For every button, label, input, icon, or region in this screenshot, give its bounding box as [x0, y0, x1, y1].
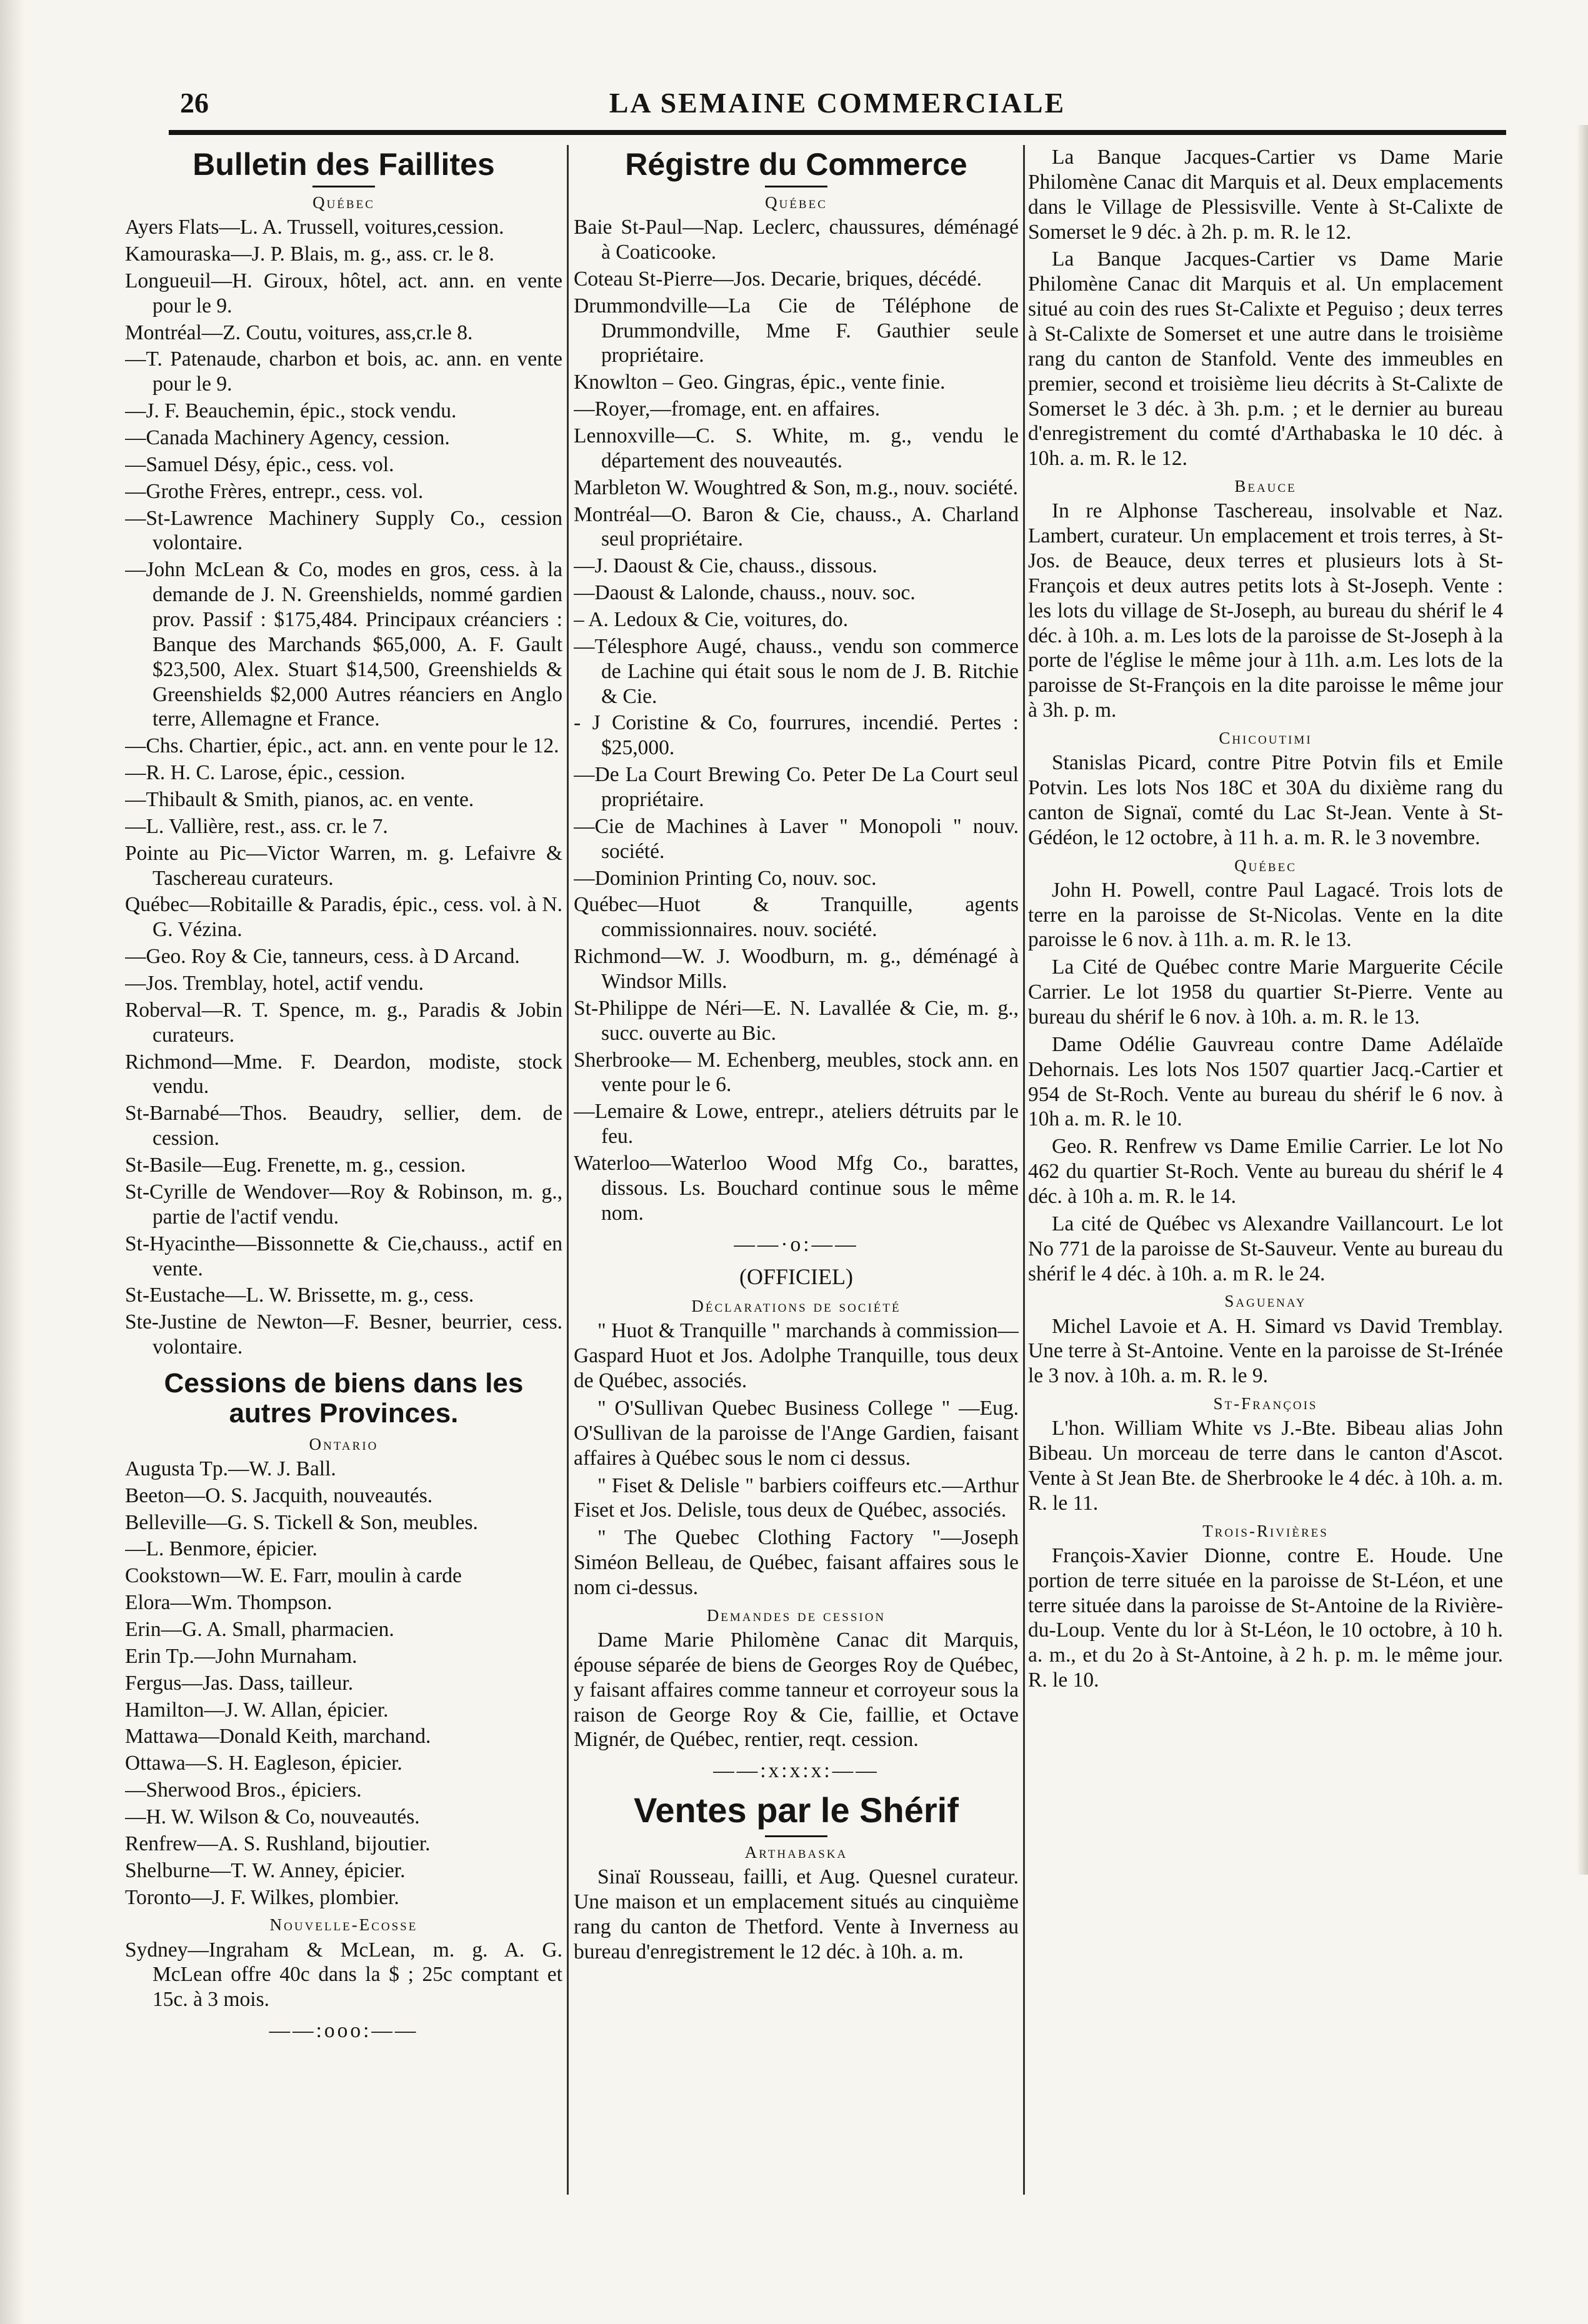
- stfrancois-list: [1028, 1416, 1503, 1515]
- region-label: Chicoutimi: [1219, 729, 1312, 748]
- region-label: Nouvelle-Ecosse: [269, 1915, 418, 1935]
- registre-entry: - J Coristine & Co, fourrures, incendié. Pertes : $25,000.: [574, 711, 1019, 760]
- column-registre: [574, 145, 1019, 1967]
- cession-entry: Ottawa—S. H. Eagleson, épicier.: [125, 1752, 402, 1775]
- faillite-entry: —Thibault & Smith, pianos, ac. en vente.: [125, 788, 474, 812]
- cession-entry: Shelburne—T. W. Anney, épicier.: [125, 1858, 406, 1882]
- faillite-entry: Richmond—Mme. F. Deardon, modiste, stock vendu.: [125, 1050, 562, 1099]
- quebec-list: [1028, 878, 1503, 1287]
- chicoutimi-list: [1028, 751, 1503, 850]
- cession-entry: Belleville—G. S. Tickell & Son, meubles.: [125, 1510, 478, 1534]
- registre-entry: Knowlton – Geo. Gingras, épic., vente finie.: [574, 371, 946, 394]
- end-mark: ——:ooo:——: [269, 2019, 419, 2043]
- faillite-entry: —John McLean & Co, modes en gros, cess. à la demande de J. N. Greenshields, nommé gardien prov. Passif : $175,484. Principaux créanciers : Banque des Marchands $65,000, A. F. Gault $23,500, Alex. Stuart $14,500, Greenshields & Greenshields $2,000 Autres réanciers en Anglo terre, Allemagne et France.: [125, 558, 562, 731]
- registre-entry: —Royer,—fromage, ent. en affaires.: [574, 397, 881, 421]
- subsection-heading: Demandes de cession: [706, 1605, 886, 1625]
- saguenay-list: [1028, 1314, 1503, 1389]
- cession-entry: —Sherwood Bros., épiciers.: [125, 1778, 362, 1802]
- registre-entry: St-Philippe de Néri—E. N. Lavallée & Cie, m. g., succ. ouverte au Bic.: [574, 996, 1019, 1045]
- faillite-entry: St-Hyacinthe—Bissonnette & Cie,chauss., actif en vente.: [125, 1232, 562, 1280]
- section-heading-ventes: Ventes par le Shérif: [634, 1790, 959, 1830]
- faillite-entry: Ayers Flats—L. A. Trussell, voitures,cession.: [125, 216, 504, 239]
- registre-entry: Sherbrooke— M. Echenberg, meubles, stock ann. en vente pour le 6.: [574, 1048, 1019, 1097]
- cession-entry: Beeton—O. S. Jacquith, nouveautés.: [125, 1484, 433, 1507]
- cession-entry: Erin Tp.—John Murnaham.: [125, 1644, 357, 1668]
- faillite-entry: Ste-Justine de Newton—F. Besner, beurrier, cess. volontaire.: [125, 1310, 562, 1359]
- faillites-list: [125, 215, 562, 1360]
- registre-entry: —Télesphore Augé, chauss., vendu son commerce de Lachine qui était sous le nom de J. B. Ritchie & Cie.: [574, 634, 1019, 708]
- cession-entry: —H. W. Wilson & Co, nouveautés.: [125, 1805, 420, 1829]
- faillite-entry: —L. Vallière, rest., ass. cr. le 7.: [125, 814, 388, 838]
- faillite-entry: —R. H. C. Larose, épic., cession.: [125, 761, 406, 785]
- declaration-paragraph: " Fiset & Delisle " barbiers coiffeurs etc.—Arthur Fiset et Jos. Delisle, tous deux de Québec, associés.: [574, 1474, 1019, 1522]
- region-label: Québec: [312, 193, 375, 212]
- registre-entry: Waterloo—Waterloo Wood Mfg Co., barattes, dissous. Ls. Bouchard continue sous le même nom.: [574, 1152, 1019, 1225]
- cession-entry: —L. Benmore, épicier.: [125, 1537, 317, 1561]
- troisrivieres-list: [1028, 1544, 1503, 1693]
- declaration-paragraph: " O'Sullivan Quebec Business College " —Eug. O'Sullivan de la paroisse de l'Ange Gardien, faisant affaires à Québec sous le nom ci dessus.: [574, 1397, 1019, 1470]
- faillite-entry: —T. Patenaude, charbon et bois, ac. ann. en vente pour le 9.: [125, 347, 562, 396]
- faillite-entry: —Chs. Chartier, épic., act. ann. en vente pour le 12.: [125, 734, 559, 758]
- faillite-entry: St-Eustache—L. W. Brissette, m. g., cess.: [125, 1284, 474, 1307]
- registre-entry: —De La Court Brewing Co. Peter De La Court seul propriétaire.: [574, 763, 1019, 812]
- separator: ——·o:——: [734, 1232, 859, 1256]
- registre-entry: Drummondville—La Cie de Téléphone de Drummondville, Mme F. Gauthier seule propriétaire.: [574, 294, 1019, 367]
- journal-title: LA SEMAINE COMMERCIALE: [609, 87, 1066, 119]
- declaration-paragraph: " The Quebec Clothing Factory "—Joseph Siméon Belleau, de Québec, faisant affaires sous le nom ci-dessus.: [574, 1526, 1019, 1600]
- region-label: Trois-Rivières: [1202, 1521, 1329, 1540]
- vente-paragraph: Dame Odélie Gauvreau contre Dame Adélaïde Dehornais. Les lots Nos 1507 quartier Jacq.-Cartier et 954 de St-Roch. Vente au bureau du shérif le 6 nov. à 10h a. m. R. le 10.: [1028, 1032, 1503, 1131]
- scan-edge-right: [1577, 125, 1588, 1875]
- vente-paragraph: Stanislas Picard, contre Pitre Potvin fils et Emile Potvin. Les lots Nos 18C et 30A du dixième rang du canton de Signaï, comté du Lac St-Jean. Vente à St-Gédéon, le 12 octobre, à 11 h. a. m. R. le 3 novembre.: [1028, 751, 1503, 849]
- faillite-entry: —Samuel Désy, épic., cess. vol.: [125, 452, 394, 476]
- cession-entry: Sydney—Ingraham & McLean, m. g. A. G. McLean offre 40c dans la $ ; 25c comptant et 15c. à 3 mois.: [125, 1938, 562, 2012]
- faillite-entry: Kamouraska—J. P. Blais, m. g., ass. cr. le 8.: [125, 242, 494, 266]
- registre-entry: Lennoxville—C. S. White, m. g., vendu le département des nouveautés.: [574, 424, 1019, 472]
- region-label: Québec: [1234, 855, 1297, 875]
- registre-list: [574, 215, 1019, 1226]
- faillite-entry: —Canada Machinery Agency, cession.: [125, 426, 450, 449]
- registre-entry: Marbleton W. Woughtred & Son, m.g., nouv. société.: [574, 476, 1018, 499]
- cession-entry: Augusta Tp.—W. J. Ball.: [125, 1457, 336, 1480]
- faillite-entry: St-Basile—Eug. Frenette, m. g., cession.: [125, 1154, 466, 1177]
- faillite-entry: St-Cyrille de Wendover—Roy & Robinson, m. g., partie de l'actif vendu.: [125, 1180, 562, 1229]
- vente-paragraph: La Banque Jacques-Cartier vs Dame Marie Philomène Canac dit Marquis et al. Un emplacement situé au coin des rues St-Calixte et Peguiso ; deux terres à St-Calixte de Somerset et une autre dans le troisième rang du canton de Stanfold. Vente des immeubles en premier, second et troisième lieu décrits à St-Calixte de Somerset le 3 déc. à 3h. p.m. ; et le dernier au bureau d'enregistrement du comté d'Arthabaska le 10 déc. à 10h. a. m. R. le 12.: [1028, 247, 1503, 471]
- column-divider: [567, 145, 569, 2195]
- section-heading-registre: Régistre du Commerce: [625, 147, 967, 182]
- ontario-list: [125, 1457, 562, 1910]
- declaration-paragraph: " Huot & Tranquille " marchands à commission—Gaspard Huot et Jos. Adolphe Tranquille, tous deux de Québec, associés.: [574, 1319, 1019, 1393]
- faillite-entry: Québec—Robitaille & Paradis, épic., cess. vol. à N. G. Vézina.: [125, 893, 562, 942]
- faillite-entry: —J. F. Beauchemin, épic., stock vendu.: [125, 399, 457, 423]
- registre-entry: Montréal—O. Baron & Cie, chauss., A. Charland seul propriétaire.: [574, 502, 1019, 551]
- heading-rule: [765, 186, 827, 187]
- ventes-list: [574, 1865, 1019, 1964]
- faillite-entry: —Grothe Frères, entrepr., cess. vol.: [125, 479, 424, 503]
- cession-entry: Cookstown—W. E. Farr, moulin à carde: [125, 1564, 462, 1588]
- cession-entry: Toronto—J. F. Wilkes, plombier.: [125, 1885, 399, 1909]
- registre-entry: Richmond—W. J. Woodburn, m. g., déménagé à Windsor Mills.: [574, 945, 1019, 994]
- registre-entry: —J. Daoust & Cie, chauss., dissous.: [574, 554, 877, 578]
- faillite-entry: Pointe au Pic—Victor Warren, m. g. Lefaivre & Taschereau curateurs.: [125, 841, 562, 890]
- faillite-entry: St-Barnabé—Thos. Beaudry, sellier, dem. de cession.: [125, 1102, 562, 1150]
- heading-rule: [765, 1835, 827, 1837]
- cession-entry: Erin—G. A. Small, pharmacien.: [125, 1618, 394, 1641]
- registre-entry: Coteau St-Pierre—Jos. Decarie, briques, décédé.: [574, 267, 982, 291]
- demande-paragraph: Dame Marie Philomène Canac dit Marquis, épouse séparée de biens de Georges Roy de Québec, y faisant affaires comme tanneur et corroyeur sous la raison de George Roy & Cie, faillie, et Octave Mignér, de Québec, rentier, reqt. cession.: [574, 1628, 1019, 1752]
- vente-paragraph: John H. Powell, contre Paul Lagacé. Trois lots de terre en la paroisse de St-Nicolas. Vente en la dite paroisse le 6 nov. à 11h. a. m. R. le 13.: [1028, 878, 1503, 952]
- subsection-heading: Déclarations de société: [691, 1297, 901, 1316]
- faillite-entry: Roberval—R. T. Spence, m. g., Paradis & Jobin curateurs.: [125, 998, 562, 1047]
- region-label: St-François: [1213, 1394, 1318, 1414]
- column-ventes-suite: [1028, 145, 1503, 1695]
- vente-paragraph: La Cité de Québec contre Marie Marguerite Cécile Carrier. Le lot 1958 du quartier St-Pierre. Vente au bureau du shérif le 6 nov. à 10h. a. m. R. le 13.: [1028, 955, 1503, 1029]
- column-divider: [1023, 145, 1025, 2195]
- section-heading-faillites: Bulletin des Faillites: [192, 147, 495, 182]
- region-label: Québec: [765, 193, 827, 212]
- vente-paragraph: In re Alphonse Taschereau, insolvable et Naz. Lambert, curateur. Un emplacement et trois terres, à St-Jos. de Beauce, deux terres et plusieurs lots à St-François et deux autres petits lots à St-Joseph. Vente : les lots du village de St-Joseph, au bureau du shérif le 4 déc. à 10h. a. m. Les lots de la paroisse de St-Joseph à la porte de l'église le même jour à 11h. a.m. Les lots de la paroisse de St-François en la dite paroisse le même jour à 3h. p. m.: [1028, 499, 1503, 722]
- header-rule: [169, 130, 1506, 135]
- cession-entry: Mattawa—Donald Keith, marchand.: [125, 1725, 431, 1748]
- region-label: Ontario: [309, 1434, 379, 1454]
- faillite-entry: Longueuil—H. Giroux, hôtel, act. ann. en vente pour le 9.: [125, 269, 562, 317]
- vente-paragraph: François-Xavier Dionne, contre E. Houde. Une portion de terre située en la paroisse de St-Léon, et une terre située dans la paroisse de St-Antoine de la Rivière-du-Loup. Vente du lor à St-Léon, le 10 octobre, à 10 h. a. m., et du 2o à St-Antoine, à 2 h. p. m. le même jour. R. le 10.: [1028, 1544, 1503, 1692]
- column-faillites: [125, 145, 562, 2050]
- registre-entry: —Dominion Printing Co, nouv. soc.: [574, 866, 877, 890]
- faillite-entry: —Geo. Roy & Cie, tanneurs, cess. à D Arcand.: [125, 945, 520, 969]
- cession-entry: Hamilton—J. W. Allan, épicier.: [125, 1698, 389, 1722]
- vente-paragraph: La cité de Québec vs Alexandre Vaillancourt. Le lot No 771 de la paroisse de St-Sauveur. Vente au bureau du shérif le 4 déc. à 10h. a. m R. le 24.: [1028, 1212, 1503, 1285]
- arthabaska-continued: [1028, 145, 1503, 471]
- faillite-entry: —Jos. Tremblay, hotel, actif vendu.: [125, 972, 424, 995]
- registre-entry: —Daoust & Lalonde, chauss., nouv. soc.: [574, 581, 916, 605]
- faillite-entry: Montréal—Z. Coutu, voitures, ass,cr.le 8.: [125, 321, 473, 344]
- registre-entry: Baie St-Paul—Nap. Leclerc, chaussures, déménagé à Coaticooke.: [574, 216, 1019, 264]
- section-heading-cessions: Cessions de biens dans les autres Provinces.: [164, 1367, 524, 1429]
- cession-entry: Fergus—Jas. Dass, tailleur.: [125, 1671, 354, 1695]
- registre-entry: Québec—Huot & Tranquille, agents commissionnaires. nouv. société.: [574, 893, 1019, 942]
- page-number: 26: [180, 87, 209, 119]
- declarations-list: [574, 1319, 1019, 1600]
- registre-entry: —Lemaire & Lowe, entrepr., ateliers détruits par le feu.: [574, 1100, 1019, 1149]
- officiel-label: (OFFICIEL): [739, 1264, 853, 1289]
- beauce-list: [1028, 499, 1503, 723]
- separator: ——:x:x:x:——: [713, 1759, 879, 1783]
- vente-paragraph: Geo. R. Renfrew vs Dame Emilie Carrier. Le lot No 462 du quartier St-Roch. Vente au bureau du shérif le 4 déc. à 10h a. m. R. le 14.: [1028, 1135, 1503, 1209]
- vente-paragraph: Sinaï Rousseau, failli, et Aug. Quesnel curateur. Une maison et un emplacement situés au cinquième rang du canton de Thetford. Vente à Inverness au bureau d'enregistrement le 12 déc. à 10h. a. m.: [574, 1865, 1019, 1963]
- registre-entry: —Cie de Machines à Laver " Monopoli " nouv. société.: [574, 814, 1019, 863]
- heading-rule: [312, 186, 375, 187]
- region-label: Beauce: [1234, 477, 1297, 496]
- faillite-entry: —St-Lawrence Machinery Supply Co., cession volontaire.: [125, 506, 562, 555]
- vente-paragraph: La Banque Jacques-Cartier vs Dame Marie Philomène Canac dit Marquis et al. Deux emplacements dans le Village de Plessisville. Vente à St-Calixte de Somerset le 9 déc. à 2h. p. m. R. le 12.: [1028, 146, 1503, 244]
- region-label: Saguenay: [1224, 1292, 1307, 1311]
- vente-paragraph: L'hon. William White vs J.-Bte. Bibeau alias John Bibeau. Un morceau de terre dans le canton d'Ascot. Vente à St Jean Bte. de Sherbrooke le 4 déc. à 10h. a. m. R. le 11.: [1028, 1417, 1503, 1515]
- cession-entry: Elora—Wm. Thompson.: [125, 1591, 332, 1615]
- demandes-list: [574, 1628, 1019, 1752]
- cession-entry: Renfrew—A. S. Rushland, bijoutier.: [125, 1832, 431, 1855]
- vente-paragraph: Michel Lavoie et A. H. Simard vs David Tremblay. Une terre à St-Antoine. Vente en la paroisse de St-Irénée le 3 nov. à 10h. a. m. R. le 9.: [1028, 1314, 1503, 1388]
- running-head: [169, 86, 1506, 124]
- registre-entry: – A. Ledoux & Cie, voitures, do.: [574, 608, 849, 632]
- nouvelle-ecosse-list: [125, 1938, 562, 2013]
- region-label: Arthabaska: [744, 1842, 848, 1862]
- scan-edge-left: [0, 0, 25, 2324]
